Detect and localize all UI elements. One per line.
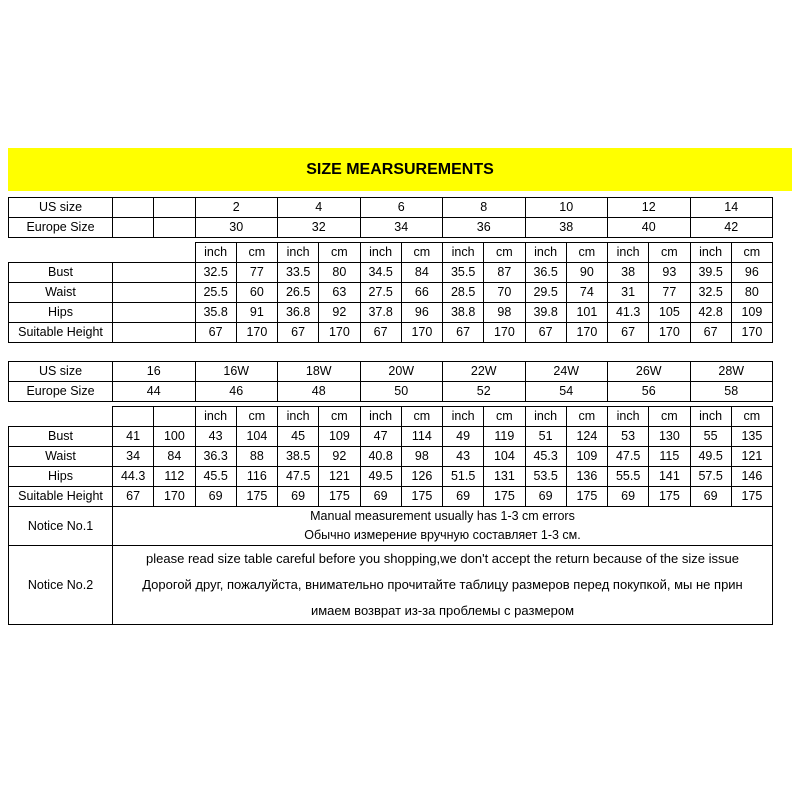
cell: 31 (608, 283, 649, 303)
chart-title: SIZE MEARSUREMENTS (306, 160, 494, 178)
cell: 96 (731, 263, 772, 283)
cell: 69 (278, 487, 319, 507)
cell: 67 (525, 323, 566, 343)
cell: 109 (566, 447, 607, 467)
cell: 121 (319, 467, 360, 487)
cell: 130 (649, 427, 690, 447)
empty-cell (113, 303, 196, 323)
cell: 40 (608, 218, 691, 238)
cell: 74 (566, 283, 607, 303)
row-label: Bust (9, 427, 113, 447)
cell: 175 (649, 487, 690, 507)
cell: 28.5 (443, 283, 484, 303)
cell: 47.5 (608, 447, 649, 467)
cell: 35.8 (195, 303, 236, 323)
empty-cell (113, 283, 196, 303)
cell: 29.5 (525, 283, 566, 303)
size-table-1 (8, 242, 773, 343)
cell: 50 (360, 382, 443, 402)
cell: 112 (154, 467, 195, 487)
notice-text (113, 546, 773, 625)
cell: 12 (608, 198, 691, 218)
cell: 41.3 (608, 303, 649, 323)
us-size-row (9, 362, 773, 382)
cell: 51.5 (443, 467, 484, 487)
cell: 52 (443, 382, 526, 402)
cell: inch (525, 407, 566, 427)
cell: 98 (484, 303, 525, 323)
cell: 175 (484, 487, 525, 507)
row-label: Notice No.1 (9, 507, 113, 546)
cell: 35.5 (443, 263, 484, 283)
cell: 135 (731, 427, 772, 447)
cell: 105 (649, 303, 690, 323)
cell: 69 (608, 487, 649, 507)
cell: 69 (525, 487, 566, 507)
table-row (9, 283, 773, 303)
cell: 116 (236, 467, 277, 487)
cell: 56 (608, 382, 691, 402)
cell: 16 (113, 362, 196, 382)
cell: 146 (731, 467, 772, 487)
europe-size-row (9, 218, 773, 238)
cell: inch (195, 243, 236, 263)
cell: 170 (236, 323, 277, 343)
empty-cell (154, 407, 195, 427)
cell: inch (278, 407, 319, 427)
cell: 170 (566, 323, 607, 343)
cell: 38.8 (443, 303, 484, 323)
cell: cm (649, 243, 690, 263)
cell: 109 (731, 303, 772, 323)
cell: inch (443, 407, 484, 427)
cell: 45.3 (525, 447, 566, 467)
row-label: Hips (9, 467, 113, 487)
cell: cm (236, 407, 277, 427)
cell: 32.5 (195, 263, 236, 283)
cell: 30 (195, 218, 278, 238)
size-table-2-header (8, 361, 773, 402)
cell: 104 (484, 447, 525, 467)
empty-cell (154, 198, 195, 218)
cell: cm (319, 243, 360, 263)
row-label: Europe Size (9, 218, 113, 238)
cell: 141 (649, 467, 690, 487)
cell: 2 (195, 198, 278, 218)
cell: 44.3 (113, 467, 154, 487)
table-row (9, 487, 773, 507)
cell: 8 (443, 198, 526, 218)
cell: cm (401, 243, 442, 263)
table-row (9, 447, 773, 467)
cell: 101 (566, 303, 607, 323)
cell: 67 (608, 323, 649, 343)
cell: cm (566, 243, 607, 263)
cell: 109 (319, 427, 360, 447)
cell: 175 (401, 487, 442, 507)
cell: 60 (236, 283, 277, 303)
table-row (9, 427, 773, 447)
cell: 20W (360, 362, 443, 382)
cell: 88 (236, 447, 277, 467)
row-label: US size (9, 198, 113, 218)
cell: 115 (649, 447, 690, 467)
row-label: Europe Size (9, 382, 113, 402)
empty-cell (154, 218, 195, 238)
cell: 32.5 (690, 283, 731, 303)
units-row (9, 407, 773, 427)
row-label: Bust (9, 263, 113, 283)
cell: inch (360, 407, 401, 427)
row-label: Suitable Height (9, 323, 113, 343)
cell: 170 (731, 323, 772, 343)
cell: 27.5 (360, 283, 401, 303)
row-label: Waist (9, 283, 113, 303)
table-row (9, 263, 773, 283)
cell: 25.5 (195, 283, 236, 303)
cell: 90 (566, 263, 607, 283)
cell: 131 (484, 467, 525, 487)
cell: 34 (360, 218, 443, 238)
cell: 170 (484, 323, 525, 343)
cell: 51 (525, 427, 566, 447)
empty-cell (9, 243, 196, 263)
cell: 175 (319, 487, 360, 507)
cell: 70 (484, 283, 525, 303)
cell: 38 (608, 263, 649, 283)
cell: 44 (113, 382, 196, 402)
cell: 26.5 (278, 283, 319, 303)
cell: 67 (113, 487, 154, 507)
title-banner (8, 148, 792, 191)
cell: 36.3 (195, 447, 236, 467)
cell: 34 (113, 447, 154, 467)
row-label: US size (9, 362, 113, 382)
empty-cell (113, 407, 154, 427)
cell: 38 (525, 218, 608, 238)
cell: cm (731, 243, 772, 263)
cell: inch (443, 243, 484, 263)
cell: 66 (401, 283, 442, 303)
cell: 170 (401, 323, 442, 343)
cell: 49.5 (690, 447, 731, 467)
cell: 67 (278, 323, 319, 343)
cell: 77 (236, 263, 277, 283)
cell: 58 (690, 382, 773, 402)
cell: 53 (608, 427, 649, 447)
cell: inch (525, 243, 566, 263)
cell: 45.5 (195, 467, 236, 487)
empty-cell (113, 198, 154, 218)
europe-size-row (9, 382, 773, 402)
cell: 92 (319, 447, 360, 467)
notice-line: Manual measurement usually has 1-3 cm errors (310, 509, 575, 523)
cell: cm (319, 407, 360, 427)
cell: 84 (154, 447, 195, 467)
cell: 170 (319, 323, 360, 343)
cell: 69 (195, 487, 236, 507)
cell: cm (566, 407, 607, 427)
cell: 67 (443, 323, 484, 343)
cell: 18W (278, 362, 361, 382)
cell: 67 (690, 323, 731, 343)
cell: 80 (731, 283, 772, 303)
cell: cm (484, 243, 525, 263)
cell: 49.5 (360, 467, 401, 487)
cell: 33.5 (278, 263, 319, 283)
cell: 91 (236, 303, 277, 323)
cell: 54 (525, 382, 608, 402)
cell: 170 (649, 323, 690, 343)
notice-line: Обычно измерение вручную составляет 1-3 см. (304, 528, 581, 542)
cell: 42.8 (690, 303, 731, 323)
cell: 126 (401, 467, 442, 487)
empty-cell (9, 407, 113, 427)
cell: 55 (690, 427, 731, 447)
cell: 100 (154, 427, 195, 447)
cell: 84 (401, 263, 442, 283)
row-label: Suitable Height (9, 487, 113, 507)
cell: 175 (566, 487, 607, 507)
row-label: Hips (9, 303, 113, 323)
size-table-2 (8, 406, 773, 625)
notice-line: Дорогой друг, пожалуйста, внимательно прочитайте таблицу размеров перед покупкой, мы не прин (142, 577, 743, 592)
row-label: Notice No.2 (9, 546, 113, 625)
cell: 41 (113, 427, 154, 447)
cell: 93 (649, 263, 690, 283)
us-size-row (9, 198, 773, 218)
cell: 34.5 (360, 263, 401, 283)
cell: 69 (360, 487, 401, 507)
cell: 69 (690, 487, 731, 507)
empty-cell (113, 263, 196, 283)
cell: inch (690, 243, 731, 263)
cell: inch (690, 407, 731, 427)
cell: 6 (360, 198, 443, 218)
table-row (9, 323, 773, 343)
cell: 39.5 (690, 263, 731, 283)
cell: 36.8 (278, 303, 319, 323)
notice-row (9, 507, 773, 546)
cell: 63 (319, 283, 360, 303)
cell: 4 (278, 198, 361, 218)
cell: inch (360, 243, 401, 263)
cell: 26W (608, 362, 691, 382)
table-row (9, 303, 773, 323)
cell: cm (236, 243, 277, 263)
table-row (9, 467, 773, 487)
cell: 36 (443, 218, 526, 238)
notice-line: please read size table careful before you shopping,we don't accept the return because of the size issue (146, 551, 739, 566)
cell: 43 (443, 447, 484, 467)
cell: 104 (236, 427, 277, 447)
cell: 28W (690, 362, 773, 382)
notice-line: имаем возврат из-за проблемы с размером (310, 603, 575, 618)
cell: 170 (154, 487, 195, 507)
cell: 16W (195, 362, 278, 382)
cell: 114 (401, 427, 442, 447)
cell: 119 (484, 427, 525, 447)
cell: 98 (401, 447, 442, 467)
cell: 32 (278, 218, 361, 238)
cell: cm (649, 407, 690, 427)
cell: 92 (319, 303, 360, 323)
cell: 40.8 (360, 447, 401, 467)
cell: 55.5 (608, 467, 649, 487)
units-row (9, 243, 773, 263)
cell: 47 (360, 427, 401, 447)
cell: 42 (690, 218, 773, 238)
cell: 136 (566, 467, 607, 487)
cell: 22W (443, 362, 526, 382)
cell: 124 (566, 427, 607, 447)
cell: 10 (525, 198, 608, 218)
empty-cell (113, 323, 196, 343)
cell: cm (484, 407, 525, 427)
cell: inch (195, 407, 236, 427)
cell: 39.8 (525, 303, 566, 323)
cell: 175 (236, 487, 277, 507)
notice-row (9, 546, 773, 625)
size-table-1-header (8, 197, 773, 238)
cell: 45 (278, 427, 319, 447)
cell: 53.5 (525, 467, 566, 487)
cell: inch (608, 407, 649, 427)
cell: 121 (731, 447, 772, 467)
empty-cell (113, 218, 154, 238)
cell: 36.5 (525, 263, 566, 283)
cell: 43 (195, 427, 236, 447)
cell: 67 (360, 323, 401, 343)
notice-text (113, 507, 773, 546)
cell: cm (731, 407, 772, 427)
cell: 46 (195, 382, 278, 402)
cell: 38.5 (278, 447, 319, 467)
cell: 24W (525, 362, 608, 382)
cell: 96 (401, 303, 442, 323)
cell: cm (401, 407, 442, 427)
cell: 80 (319, 263, 360, 283)
cell: inch (278, 243, 319, 263)
cell: 87 (484, 263, 525, 283)
cell: 77 (649, 283, 690, 303)
cell: inch (608, 243, 649, 263)
cell: 69 (443, 487, 484, 507)
cell: 49 (443, 427, 484, 447)
cell: 14 (690, 198, 773, 218)
cell: 37.8 (360, 303, 401, 323)
cell: 175 (731, 487, 772, 507)
cell: 57.5 (690, 467, 731, 487)
cell: 47.5 (278, 467, 319, 487)
cell: 48 (278, 382, 361, 402)
row-label: Waist (9, 447, 113, 467)
cell: 67 (195, 323, 236, 343)
